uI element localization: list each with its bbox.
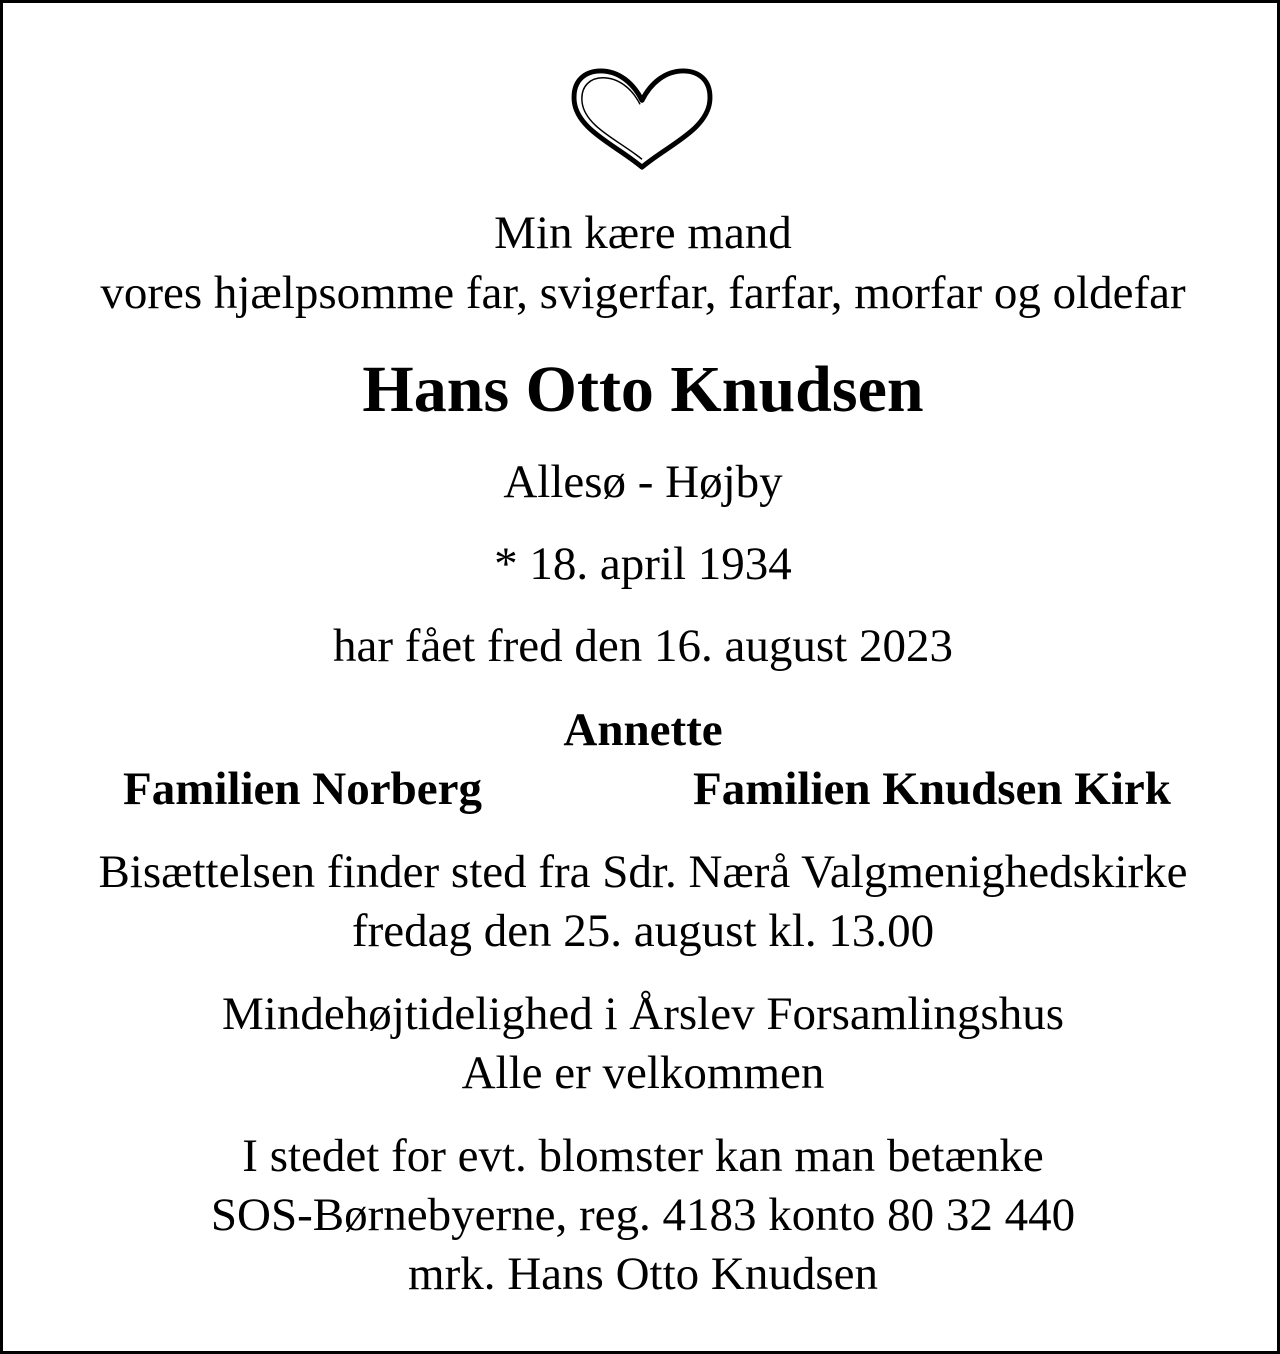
heart-icon [563,65,721,175]
intro-line-1: Min kære mand [494,207,792,259]
deceased-place: Allesø - Højby [503,456,783,508]
funeral-line-1: Bisættelsen finder sted fra Sdr. Nærå Valgmenighedskirke [98,846,1188,898]
intro-line-2: vores hjælpsomme far, svigerfar, farfar, morfar og oldefar [100,267,1186,319]
funeral-line-2: fredag den 25. august kl. 13.00 [351,905,935,957]
mourner-family-left: Familien Norberg [123,763,482,815]
memorial-line-1: Mindehøjtidelighed i Årslev Forsamlingshus [221,988,1065,1040]
death-date: har fået fred den 16. august 2023 [333,620,953,672]
birth-date: * 18. april 1934 [494,538,792,590]
mourner-family-right: Familien Knudsen Kirk [693,763,1171,815]
donation-line-1: I stedet for evt. blomster kan man betænke [242,1130,1044,1182]
mourner-spouse: Annette [563,704,723,756]
donation-line-2: SOS-Børnebyerne, reg. 4183 konto 80 32 440 [210,1189,1076,1241]
memorial-line-2: Alle er velkommen [461,1047,825,1099]
donation-line-3: mrk. Hans Otto Knudsen [408,1248,878,1300]
deceased-name: Hans Otto Knudsen [362,353,924,426]
